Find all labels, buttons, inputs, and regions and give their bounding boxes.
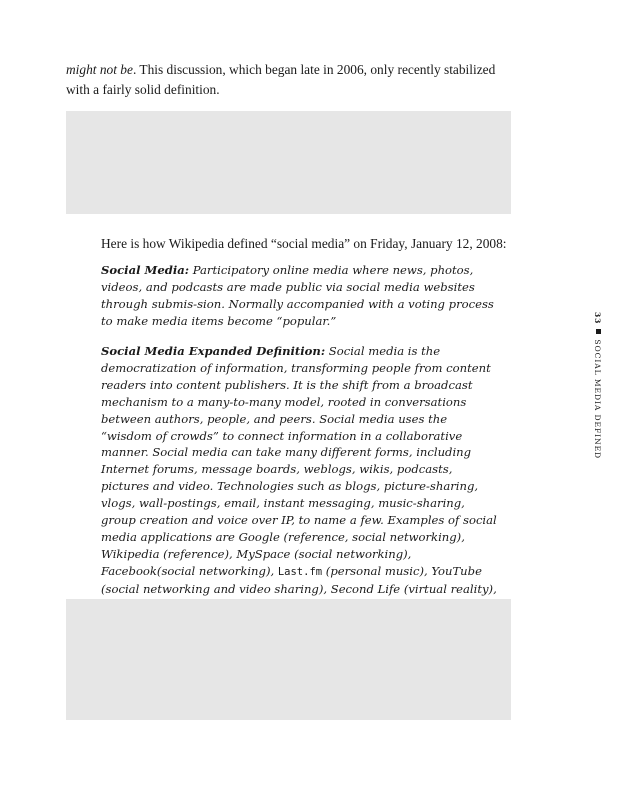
definition-term: Social Media Expanded Definition: [101,344,326,358]
definition-body-end: (personal music), YouTube (social networking and video sharing), Second Life (virtual reality), [101,563,497,596]
lastfm-brand: Last.fm [277,565,323,578]
intro-text: . This discussion, which began late in 2006, only recently stabilized with a fairly solid definition. [66,62,496,97]
definition-expanded [101,343,501,615]
wikipedia-lead-sentence: Here is how Wikipedia defined “social media” on Friday, January 12, 2008: [101,236,507,251]
running-head [588,312,608,460]
intro-paragraph [66,60,522,100]
intro-italic-phrase: might not be [66,62,133,77]
page-number: 33 [593,312,602,325]
running-head-text [593,312,602,459]
definition-body: Social media is the democratization of information, transforming people from content readers into content publishers. It is the shift from a broadcast mechanism to a many-to-many model, rooted in conversations between authors, people, and peers. Social media uses the “wisdom of crowds” to connect information in a collaborative manner. Social media can take many different forms, including Internet forums, message boards, weblogs, wikis, podcasts, pictures and video. Technologies such as blogs, picture-sharing, vlogs, wall-postings, email, instant messaging, music-sharing, group creation and voice over IP, to name a few. Examples of social media applications are Google (reference, social networking), Wikipedia (reference), MySpace (social networking), Facebook(social networking), [101,344,497,578]
square-bullet-icon [596,329,601,334]
image-placeholder-top [66,111,511,214]
definition-social-media [101,262,501,330]
section-title: SOCIAL MEDIA DEFINED [593,339,602,460]
definition-term: Social Media: [101,263,190,277]
definition-body: Participatory online media where news, photos, videos, and podcasts are made public via social media websites through submis-sion. Normally accompanied with a voting process to make media items become “popular.” [101,263,494,328]
image-placeholder-bottom [66,599,511,720]
